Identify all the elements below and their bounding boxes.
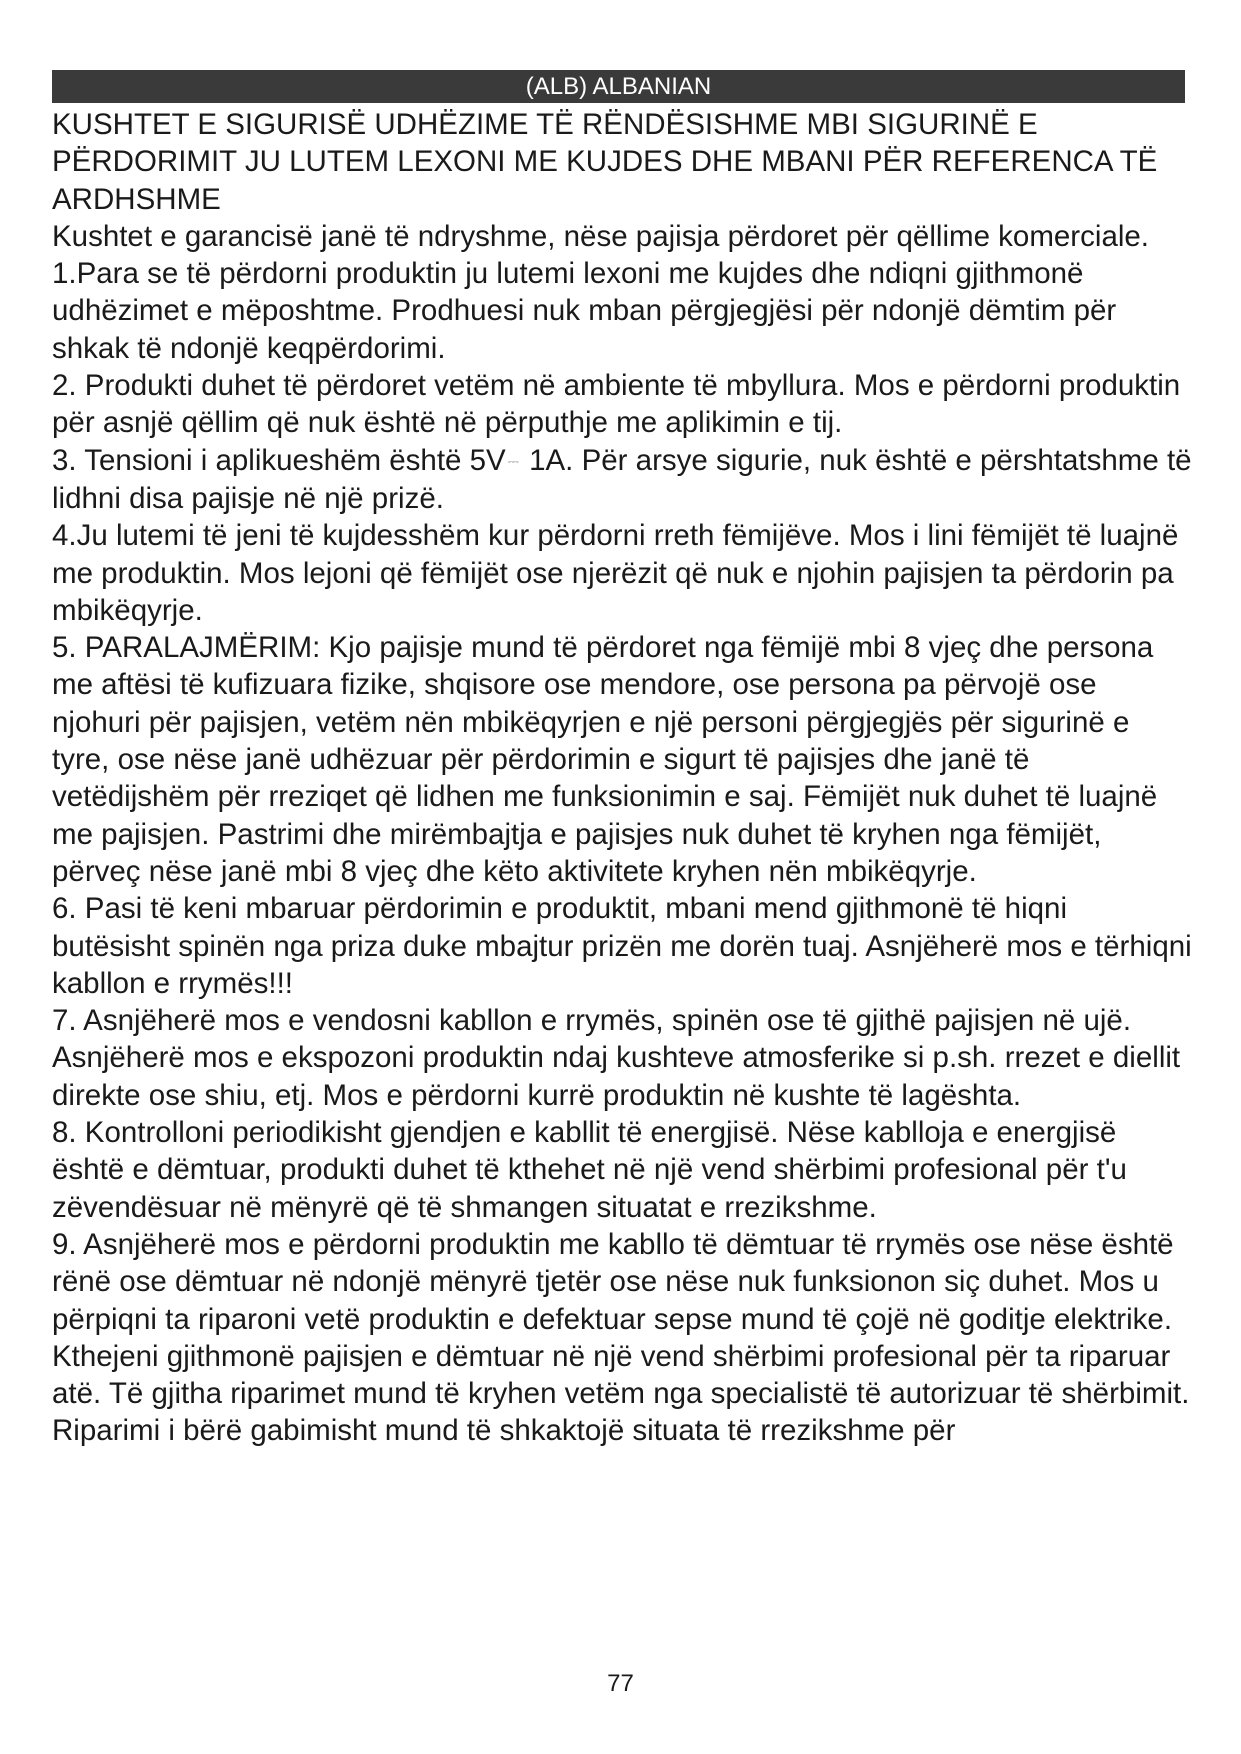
instruction-item-4: 4.Ju lutemi të jeni të kujdesshëm kur përdorni rreth fëmijëve. Mos i lini fëmijët të luajnë me produktin. Mos lejoni që fëmijët ose njerëzit që nuk e njohin pajisjen ta përdorin pa mbikëqyrje. [52,519,1179,627]
instruction-item-6: 6. Pasi të keni mbaruar përdorimin e produktit, mbani mend gjithmonë të hiqni butësisht spinën nga priza duke mbajtur prizën me dorën tuaj. Asnjëherë mos e tërhiqni kabllon e rrymës!!! [52,892,1192,1000]
instruction-item-2: 2. Produkti duhet të përdoret vetëm në ambiente të mbyllura. Mos e përdorni produktin për asnjë qëllim që nuk është në përputhje me aplikimin e tij. [52,369,1181,440]
instruction-item-5: 5. PARALAJMËRIM: Kjo pajisje mund të përdoret nga fëmijë mbi 8 vjeç dhe persona me aftësi të kufizuara fizike, shqisore ose mendore, ose persona pa përvojë ose njohuri për pajisjen, vetëm nën mbikëqyrjen e një personi përgjegjës për sigurinë e tyre, ose nëse janë udhëzuar për përdorimin e sigurt të pajisjes dhe janë të vetëdijshëm për rreziqet që lidhen me funksionimin e saj. Fëmijët nuk duhet të luajnë me pajisjen. Pastrimi dhe mirëmbajtja e pajisjes nuk duhet të kryhen nga fëmijët, përveç nëse janë mbi 8 vjeç dhe këto aktivitete kryhen nën mbikëqyrje. [52,631,1158,888]
direct-current-icon: ⎓ [507,452,519,469]
instruction-item-3 [52,442,1192,518]
language-header-bar [52,70,1185,103]
instruction-item-9: 9. Asnjëherë mos e përdorni produktin me kabllo të dëmtuar të rrymës ose nëse është rënë ose dëmtuar në ndonjë mënyrë tjetër ose nëse nuk funksionon siç duhet. Mos u përpiqni ta riparoni vetë produktin e defektuar sepse mund të çojë në goditje elektrike. Kthejeni gjithmonë pajisjen e dëmtuar në një vend shërbimi profesional për ta riparuar atë. Të gjitha riparimet mund të kryhen vetëm nga specialistë të autorizuar të shërbimit. Riparimi i bërë gabimisht mund të shkaktojë situata të rrezikshme për [52,1227,1190,1448]
document-title: KUSHTET E SIGURISË UDHËZIME TË RËNDËSISHME MBI SIGURINË E PËRDORIMIT JU LUTEM LEXONI ME KUJDES DHE MBANI PËR REFERENCA TË ARDHSHME [52,108,1158,216]
instruction-item-8: 8. Kontrolloni periodikisht gjendjen e kabllit të energjisë. Nëse kablloja e energjisë është e dëmtuar, produkti duhet të kthehet në një vend shërbimi profesional për t'u zëvendësuar në mënyrë që të shmangen situatat e rrezikshme. [52,1116,1127,1224]
instruction-item-7: 7. Asnjëherë mos e vendosni kabllon e rrymës, spinën ose të gjithë pajisjen në ujë. Asnjëherë mos e ekspozoni produktin ndaj kushteve atmosferike si p.sh. rrezet e diellit direkte ose shiu, etj. Mos e përdorni kurrë produktin në kushte të lagështa. [52,1004,1181,1112]
safety-instructions [52,106,1192,1450]
voltage-text: 3. Tensioni i aplikueshëm është 5V [52,443,506,477]
warranty-intro: Kushtet e garancisë janë të ndryshme, nëse pajisja përdoret për qëllime komerciale. [52,219,1150,253]
page-number: 77 [607,1670,634,1697]
instruction-item-1: 1.Para se të përdorni produktin ju lutemi lexoni me kujdes dhe ndiqni gjithmonë udhëzimet e mëposhtme. Prodhuesi nuk mban përgjegjësi për ndonjë dëmtim për shkak të ndonjë keqpërdorimi. [52,257,1117,365]
language-label: (ALB) ALBANIAN [525,73,712,100]
voltage-text-rest: 1A. Për arsye sigurie, nuk është e përshtatshme të lidhni disa pajisje në një prizë. [52,443,1192,515]
